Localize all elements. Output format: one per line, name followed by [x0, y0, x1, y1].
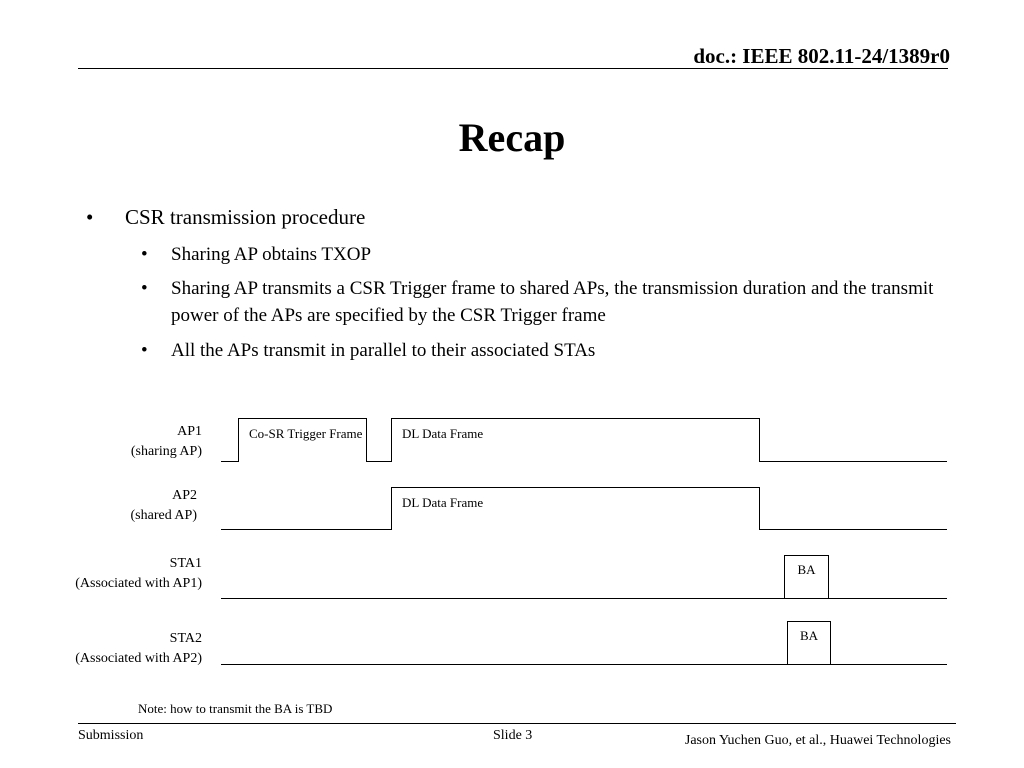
- co-sr-trigger-frame: Co-SR Trigger Frame: [238, 418, 367, 462]
- footer-submission: Submission: [78, 728, 144, 743]
- dl-data-frame-ap1: DL Data Frame: [391, 418, 760, 462]
- dl-data-frame-ap2: DL Data Frame: [391, 487, 760, 530]
- row-label-sta1: STA1 (Associated with AP1): [75, 556, 202, 591]
- ba-frame-sta1: BA: [784, 555, 829, 599]
- footer-rule: [78, 723, 956, 724]
- row-label-sta2: STA2 (Associated with AP2): [75, 631, 202, 666]
- bullet-text: Sharing AP obtains TXOP: [171, 244, 372, 265]
- document-id: doc.: IEEE 802.11-24/1389r0: [693, 44, 950, 68]
- bullet-marker: •: [141, 278, 148, 299]
- footer-slide-number: Slide 3: [493, 728, 533, 743]
- ba-frame-sta2: BA: [787, 621, 831, 665]
- row-label-ap1: AP1 (sharing AP): [130, 424, 202, 459]
- timeline-sta1: [221, 598, 947, 599]
- header-rule: [78, 68, 948, 69]
- footer-authors: Jason Yuchen Guo, et al., Huawei Technologies: [684, 733, 951, 748]
- row-label-ap2: AP2 (shared AP): [130, 488, 197, 523]
- bullet-marker: •: [86, 205, 94, 229]
- bullet-marker: •: [141, 244, 148, 265]
- slide-title: Recap: [458, 115, 566, 160]
- bullet-text: Sharing AP transmits a CSR Trigger frame to shared APs, the transmission duration and the transmit power of the APs are specified by the CSR Trigger frame: [171, 278, 934, 326]
- bullet-marker: •: [141, 340, 148, 361]
- diagram-note: Note: how to transmit the BA is TBD: [138, 701, 333, 716]
- bullet-text: All the APs transmit in parallel to their associated STAs: [171, 340, 596, 361]
- timeline-sta2: [221, 664, 947, 665]
- bullet-text: CSR transmission procedure: [125, 205, 366, 229]
